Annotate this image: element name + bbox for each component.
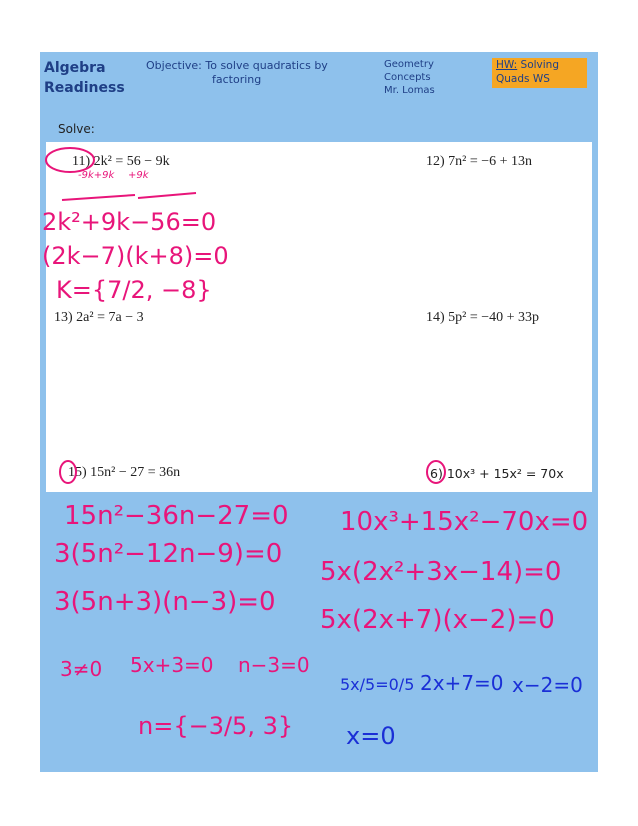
problem-equation: 2k² = 56 − 9k	[93, 154, 170, 169]
course-title-line2: Readiness	[44, 80, 125, 96]
problem-equation: 7n² = −6 + 13n	[448, 154, 533, 169]
problem-11	[72, 154, 170, 170]
problem-number: 15)	[68, 465, 87, 480]
hw-text-line1: Solving	[517, 59, 559, 71]
course-line2: Concepts	[384, 72, 431, 83]
problem-13	[54, 310, 144, 326]
p6-step4a: 5x/5=0/5	[340, 675, 415, 694]
p11-step1: 2k²+9k−56=0	[42, 208, 217, 236]
problem-number: 6)	[430, 466, 443, 481]
objective-label: Objective:	[146, 59, 202, 72]
problem-equation: 2a² = 7a − 3	[76, 310, 144, 325]
p6-step1: 10x³+15x²−70x=0	[340, 507, 589, 537]
problem-15	[68, 465, 180, 481]
problem-14	[426, 310, 539, 326]
objective-text-line1: To solve quadratics by	[205, 59, 328, 72]
instruction: Solve:	[58, 122, 95, 136]
course-title-line1: Algebra	[44, 60, 106, 76]
p15-step4b: 5x+3=0	[130, 653, 214, 677]
problem-number: 11)	[72, 154, 91, 169]
p6-step4c: x−2=0	[512, 673, 583, 697]
problem-equation: 10x³ + 15x² = 70x	[446, 466, 564, 481]
course-line1: Geometry	[384, 59, 434, 70]
problem-6	[430, 466, 564, 481]
problem-number: 14)	[426, 310, 445, 325]
p11-step2: (2k−7)(k+8)=0	[42, 242, 229, 270]
p15-answer: n={−3/5, 3}	[138, 712, 294, 740]
p15-step4a: 3≠0	[60, 657, 103, 681]
p15-step4c: n−3=0	[238, 653, 310, 677]
objective-text-line2: factoring	[212, 73, 262, 86]
problem-number: 12)	[426, 154, 445, 169]
problem-number: 13)	[54, 310, 73, 325]
p11-step3: K={7/2, −8}	[56, 276, 212, 304]
objective	[146, 59, 328, 87]
p15-step2: 3(5n²−12n−9)=0	[54, 539, 283, 569]
p11-annot2: +9k	[128, 170, 149, 181]
p6-step5: x=0	[346, 722, 396, 750]
course-info	[384, 58, 435, 97]
hw-label: HW:	[496, 59, 518, 71]
course-title	[44, 58, 125, 98]
problem-12	[426, 154, 532, 170]
worksheet-page	[40, 52, 598, 772]
p11-annot1: -9k+9k	[78, 170, 115, 181]
p6-step4b: 2x+7=0	[420, 671, 504, 695]
p6-step2: 5x(2x²+3x−14)=0	[320, 557, 562, 587]
p15-step1: 15n²−36n−27=0	[64, 501, 289, 531]
p15-step3: 3(5n+3)(n−3)=0	[54, 587, 276, 617]
homework-box	[492, 58, 587, 88]
p6-step3: 5x(2x+7)(x−2)=0	[320, 605, 555, 635]
teacher-name: Mr. Lomas	[384, 85, 435, 96]
hw-text-line2: Quads WS	[496, 73, 550, 85]
problem-equation: 15n² − 27 = 36n	[90, 465, 181, 480]
problem-equation: 5p² = −40 + 33p	[448, 310, 540, 325]
problem-sheet	[46, 142, 592, 492]
